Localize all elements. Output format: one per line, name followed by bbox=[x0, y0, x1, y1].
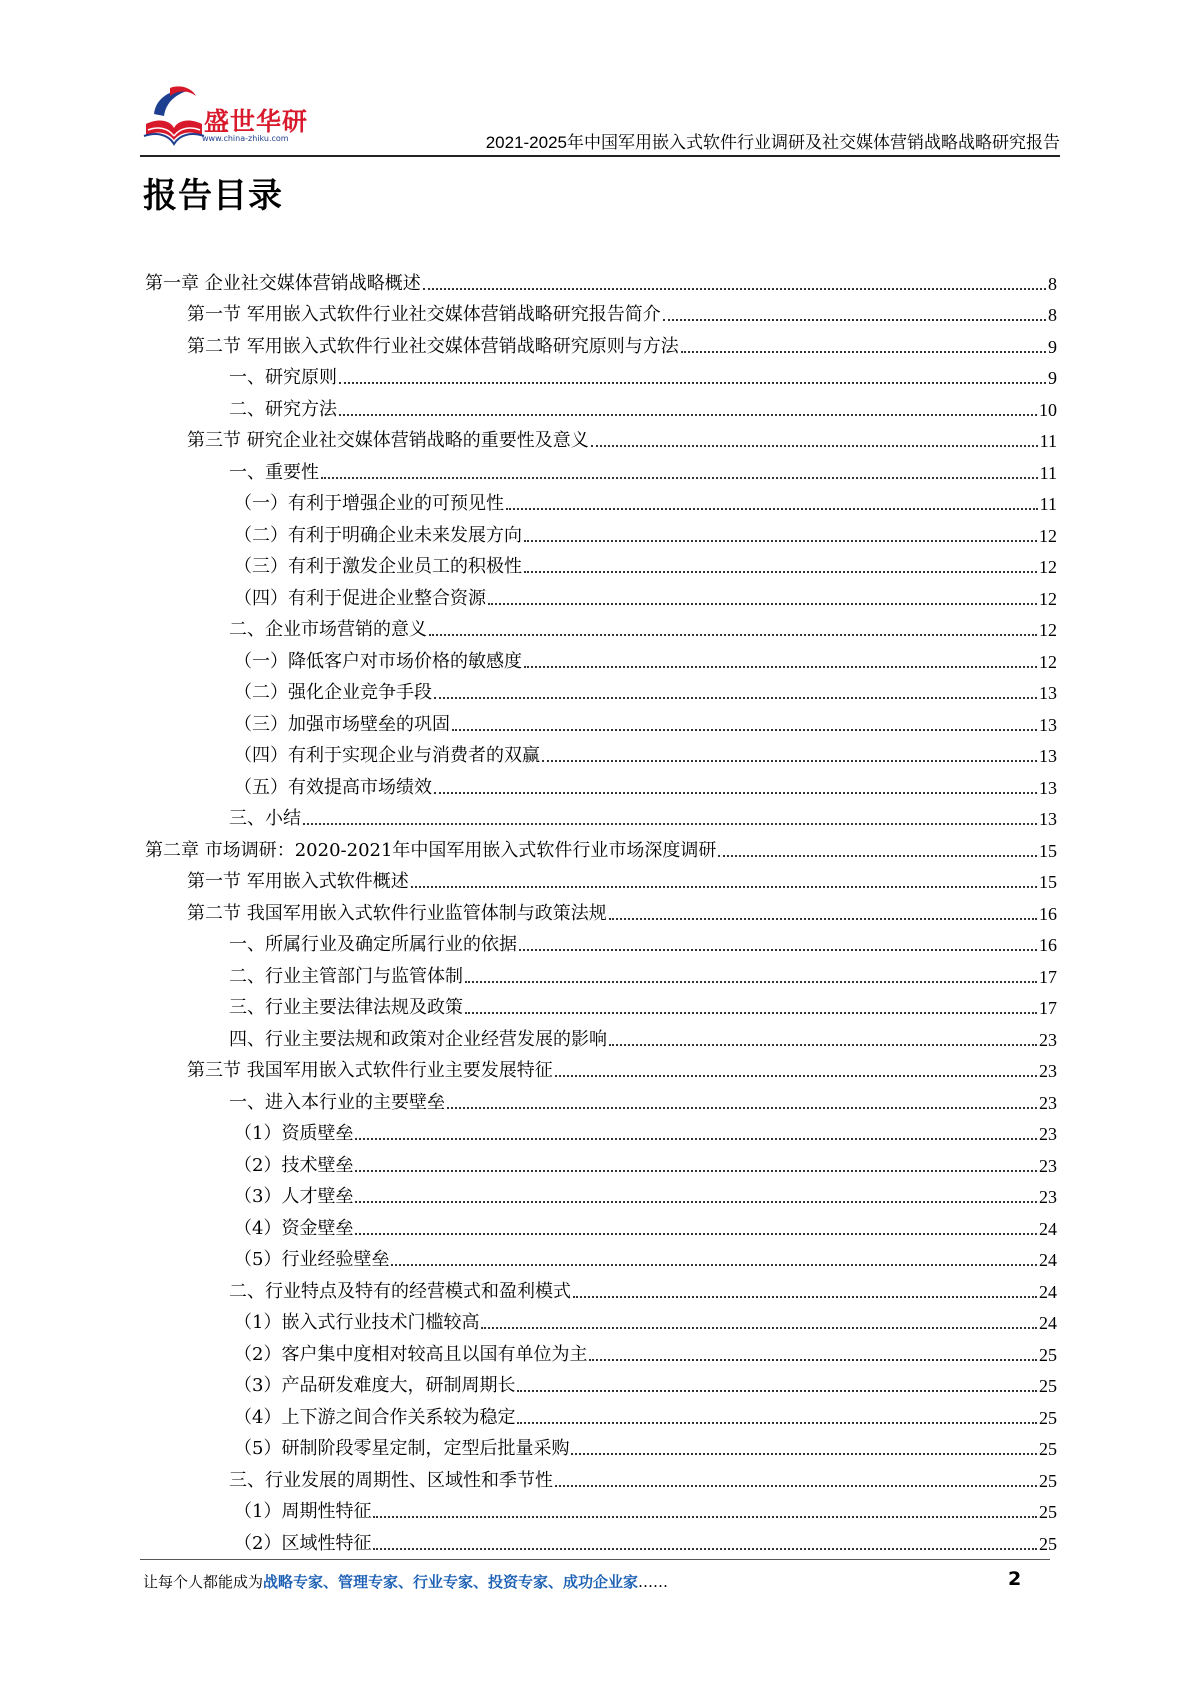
toc-entry[interactable] bbox=[145, 263, 1057, 295]
toc-leader-dots bbox=[589, 1359, 1037, 1361]
toc-entry-page: 9 bbox=[1048, 368, 1057, 388]
toc-leader-dots bbox=[591, 445, 1038, 447]
toc-entry[interactable] bbox=[145, 295, 1057, 327]
toc-entry[interactable] bbox=[145, 956, 1057, 988]
logo-text: 盛世华研 bbox=[204, 107, 309, 136]
toc-entry-page: 23 bbox=[1039, 1061, 1057, 1081]
toc-entry-title: （3）产品研发难度大，研制周期长 bbox=[234, 1375, 516, 1396]
toc-entry[interactable] bbox=[145, 1145, 1057, 1177]
toc-entry[interactable] bbox=[145, 1397, 1057, 1429]
toc-entry-title: （3）人才壁垒 bbox=[234, 1186, 354, 1207]
table-of-contents bbox=[145, 263, 1057, 1555]
toc-entry[interactable] bbox=[145, 673, 1057, 705]
page-header bbox=[140, 84, 1060, 156]
toc-entry-title: 二、企业市场营销的意义 bbox=[229, 619, 427, 640]
toc-entry[interactable] bbox=[145, 767, 1057, 799]
toc-entry[interactable] bbox=[145, 484, 1057, 516]
toc-entry-title: （四）有利于促进企业整合资源 bbox=[234, 587, 486, 609]
toc-leader-dots bbox=[524, 540, 1037, 542]
toc-leader-dots bbox=[517, 1422, 1037, 1424]
toc-entry-title: （4）上下游之间合作关系较为稳定 bbox=[234, 1406, 516, 1428]
toc-entry[interactable] bbox=[145, 1208, 1057, 1240]
toc-entry-page: 12 bbox=[1039, 557, 1057, 577]
toc-entry-title: （1）周期性特征 bbox=[234, 1501, 372, 1522]
toc-entry-title: （二）强化企业竞争手段 bbox=[234, 682, 432, 703]
toc-entry-title: 三、行业发展的周期性、区域性和季节性 bbox=[229, 1469, 553, 1491]
toc-entry[interactable] bbox=[145, 893, 1057, 925]
toc-leader-dots bbox=[373, 1548, 1037, 1550]
toc-leader-dots bbox=[517, 1390, 1037, 1392]
toc-leader-dots bbox=[303, 823, 1037, 825]
toc-entry-page: 16 bbox=[1039, 903, 1057, 924]
page-title: 报告目录 bbox=[143, 176, 283, 216]
toc-entry-page: 25 bbox=[1039, 1470, 1057, 1491]
toc-leader-dots bbox=[524, 666, 1037, 668]
toc-entry-title: 一、研究原则 bbox=[229, 367, 337, 388]
toc-entry[interactable] bbox=[145, 1523, 1057, 1555]
toc-entry[interactable] bbox=[145, 1334, 1057, 1366]
toc-entry[interactable] bbox=[145, 988, 1057, 1020]
toc-entry-title: （2）区域性特征 bbox=[234, 1532, 372, 1554]
footer-prefix: 让每个人都能成为 bbox=[143, 1573, 264, 1591]
toc-leader-dots bbox=[573, 1296, 1037, 1298]
toc-entry-page: 25 bbox=[1039, 1502, 1057, 1522]
footer-slogan bbox=[143, 1571, 668, 1592]
toc-entry[interactable] bbox=[145, 1460, 1057, 1492]
toc-entry-title: 第一章 企业社交媒体营销战略概述 bbox=[145, 272, 421, 294]
toc-leader-dots bbox=[609, 918, 1037, 920]
toc-entry-title: （1）嵌入式行业技术门槛较高 bbox=[234, 1312, 480, 1333]
toc-entry-title: （四）有利于实现企业与消费者的双赢 bbox=[234, 745, 540, 766]
toc-leader-dots bbox=[681, 351, 1046, 353]
toc-leader-dots bbox=[355, 1138, 1037, 1140]
toc-entry[interactable] bbox=[145, 1366, 1057, 1398]
toc-leader-dots bbox=[465, 1012, 1037, 1014]
toc-leader-dots bbox=[506, 508, 1038, 510]
toc-entry[interactable] bbox=[145, 578, 1057, 610]
toc-entry-page: 23 bbox=[1039, 1187, 1057, 1207]
toc-entry-page: 24 bbox=[1039, 1218, 1057, 1239]
toc-leader-dots bbox=[465, 981, 1037, 983]
toc-entry[interactable] bbox=[145, 641, 1057, 673]
toc-entry-title: 第三节 研究企业社交媒体营销战略的重要性及意义 bbox=[187, 430, 589, 451]
toc-entry-page: 25 bbox=[1039, 1439, 1057, 1459]
toc-entry-page: 12 bbox=[1039, 525, 1057, 546]
toc-leader-dots bbox=[434, 792, 1037, 794]
toc-entry[interactable] bbox=[145, 1492, 1057, 1524]
logo-url: www.china-zhiku.com bbox=[202, 134, 289, 143]
logo-book-icon bbox=[140, 84, 210, 150]
footer-highlight: 战略专家、管理专家、行业专家、投资专家、成功企业家 bbox=[263, 1573, 639, 1591]
toc-entry-page: 16 bbox=[1039, 935, 1057, 955]
toc-entry[interactable] bbox=[145, 1303, 1057, 1335]
toc-entry-title: 二、行业主管部门与监管体制 bbox=[229, 965, 463, 987]
toc-leader-dots bbox=[447, 1107, 1037, 1109]
page-number: 2 bbox=[1008, 1568, 1022, 1590]
footer-suffix: …… bbox=[638, 1573, 669, 1591]
toc-entry-page: 13 bbox=[1039, 714, 1057, 735]
toc-leader-dots bbox=[609, 1044, 1037, 1046]
toc-entry-title: 三、行业主要法律法规及政策 bbox=[229, 997, 463, 1018]
toc-entry-title: 二、研究方法 bbox=[229, 398, 337, 420]
toc-entry-page: 13 bbox=[1039, 683, 1057, 703]
report-title: 2021-2025年中国军用嵌入式软件行业调研及社交媒体营销战略战略研究报告 bbox=[485, 133, 1060, 152]
toc-entry[interactable] bbox=[145, 326, 1057, 358]
toc-leader-dots bbox=[434, 697, 1037, 699]
toc-leader-dots bbox=[339, 414, 1037, 416]
toc-leader-dots bbox=[355, 1201, 1037, 1203]
toc-entry-page: 13 bbox=[1039, 777, 1057, 798]
toc-leader-dots bbox=[452, 729, 1037, 731]
toc-entry[interactable] bbox=[145, 1051, 1057, 1083]
toc-entry[interactable] bbox=[145, 925, 1057, 957]
toc-leader-dots bbox=[571, 1453, 1037, 1455]
toc-entry-page: 25 bbox=[1039, 1407, 1057, 1428]
toc-entry-page: 10 bbox=[1039, 399, 1057, 420]
toc-leader-dots bbox=[663, 319, 1046, 321]
toc-entry[interactable] bbox=[145, 1019, 1057, 1051]
toc-leader-dots bbox=[519, 949, 1037, 951]
toc-entry-title: 第三节 我国军用嵌入式软件行业主要发展特征 bbox=[187, 1060, 553, 1081]
toc-entry-title: （三）有利于激发企业员工的积极性 bbox=[234, 556, 522, 577]
toc-entry-title: （一）有利于增强企业的可预见性 bbox=[234, 493, 504, 514]
toc-leader-dots bbox=[555, 1485, 1037, 1487]
toc-entry-page: 11 bbox=[1039, 431, 1057, 451]
toc-entry[interactable] bbox=[145, 452, 1057, 484]
toc-entry-page: 12 bbox=[1039, 651, 1057, 672]
toc-entry[interactable] bbox=[145, 389, 1057, 421]
toc-entry-title: 第一节 军用嵌入式软件概述 bbox=[187, 871, 409, 892]
toc-entry-title: 四、行业主要法规和政策对企业经营发展的影响 bbox=[229, 1028, 607, 1050]
header-divider bbox=[140, 155, 1060, 157]
toc-entry[interactable] bbox=[145, 515, 1057, 547]
toc-entry-title: （5）研制阶段零星定制，定型后批量采购 bbox=[234, 1438, 570, 1459]
toc-entry-title: 一、重要性 bbox=[229, 461, 319, 483]
toc-leader-dots bbox=[321, 477, 1038, 479]
toc-entry[interactable] bbox=[145, 830, 1057, 862]
toc-entry-page: 13 bbox=[1039, 809, 1057, 829]
company-logo bbox=[140, 84, 320, 150]
toc-entry-page: 24 bbox=[1039, 1281, 1057, 1302]
toc-entry-title: （5）行业经验壁垒 bbox=[234, 1249, 390, 1270]
toc-entry-title: 第二节 军用嵌入式软件行业社交媒体营销战略研究原则与方法 bbox=[187, 335, 679, 357]
footer-divider bbox=[140, 1559, 1050, 1560]
toc-entry-page: 23 bbox=[1039, 1155, 1057, 1176]
toc-entry-title: （4）资金壁垒 bbox=[234, 1217, 354, 1239]
toc-entry-page: 8 bbox=[1048, 305, 1057, 325]
toc-leader-dots bbox=[423, 288, 1046, 290]
toc-entry[interactable] bbox=[145, 1177, 1057, 1209]
toc-entry-title: （一）降低客户对市场价格的敏感度 bbox=[234, 650, 522, 672]
toc-entry-page: 15 bbox=[1039, 840, 1057, 861]
toc-entry-page: 24 bbox=[1039, 1250, 1057, 1270]
toc-entry-page: 12 bbox=[1039, 620, 1057, 640]
toc-leader-dots bbox=[481, 1327, 1037, 1329]
toc-entry-page: 25 bbox=[1039, 1533, 1057, 1554]
toc-entry-page: 11 bbox=[1039, 462, 1057, 483]
toc-leader-dots bbox=[524, 571, 1037, 573]
toc-entry-page: 13 bbox=[1039, 746, 1057, 766]
toc-leader-dots bbox=[339, 382, 1046, 384]
toc-entry-title: 三、小结 bbox=[229, 808, 301, 829]
toc-entry-page: 17 bbox=[1039, 998, 1057, 1018]
toc-entry-page: 17 bbox=[1039, 966, 1057, 987]
toc-entry-page: 12 bbox=[1039, 588, 1057, 609]
toc-leader-dots bbox=[718, 855, 1037, 857]
toc-leader-dots bbox=[355, 1233, 1037, 1235]
toc-entry[interactable] bbox=[145, 610, 1057, 642]
toc-entry[interactable] bbox=[145, 547, 1057, 579]
toc-leader-dots bbox=[555, 1075, 1037, 1077]
toc-leader-dots bbox=[373, 1516, 1037, 1518]
toc-entry-page: 25 bbox=[1039, 1344, 1057, 1365]
toc-entry-title: （三）加强市场壁垒的巩固 bbox=[234, 713, 450, 735]
toc-entry-page: 23 bbox=[1039, 1029, 1057, 1050]
toc-entry[interactable] bbox=[145, 1271, 1057, 1303]
toc-entry-page: 23 bbox=[1039, 1124, 1057, 1144]
toc-entry-page: 9 bbox=[1048, 336, 1057, 357]
toc-entry[interactable] bbox=[145, 1082, 1057, 1114]
toc-entry-page: 8 bbox=[1048, 273, 1057, 294]
toc-entry-title: （五）有效提高市场绩效 bbox=[234, 776, 432, 798]
toc-entry-title: （2）技术壁垒 bbox=[234, 1154, 354, 1176]
toc-leader-dots bbox=[355, 1170, 1037, 1172]
toc-entry-page: 15 bbox=[1039, 872, 1057, 892]
toc-entry[interactable] bbox=[145, 1240, 1057, 1272]
toc-entry-page: 24 bbox=[1039, 1313, 1057, 1333]
toc-leader-dots bbox=[391, 1264, 1037, 1266]
toc-entry[interactable] bbox=[145, 358, 1057, 390]
toc-entry-page: 23 bbox=[1039, 1092, 1057, 1113]
toc-entry[interactable] bbox=[145, 1429, 1057, 1461]
toc-entry-page: 25 bbox=[1039, 1376, 1057, 1396]
toc-entry-title: 二、行业特点及特有的经营模式和盈利模式 bbox=[229, 1280, 571, 1302]
toc-leader-dots bbox=[542, 760, 1037, 762]
toc-entry[interactable] bbox=[145, 421, 1057, 453]
toc-entry-title: 一、所属行业及确定所属行业的依据 bbox=[229, 934, 517, 955]
toc-entry[interactable] bbox=[145, 799, 1057, 831]
toc-entry-title: （二）有利于明确企业未来发展方向 bbox=[234, 524, 522, 546]
toc-leader-dots bbox=[429, 634, 1037, 636]
toc-entry-title: 第一节 军用嵌入式软件行业社交媒体营销战略研究报告简介 bbox=[187, 304, 661, 325]
toc-entry-title: （2）客户集中度相对较高且以国有单位为主 bbox=[234, 1343, 588, 1365]
toc-leader-dots bbox=[488, 603, 1037, 605]
toc-entry[interactable] bbox=[145, 862, 1057, 894]
toc-entry-title: 第二节 我国军用嵌入式软件行业监管体制与政策法规 bbox=[187, 902, 607, 924]
toc-entry[interactable] bbox=[145, 736, 1057, 768]
toc-entry[interactable] bbox=[145, 704, 1057, 736]
toc-entry-page: 11 bbox=[1039, 494, 1057, 514]
toc-entry[interactable] bbox=[145, 1114, 1057, 1146]
toc-entry-title: 第二章 市场调研：2020-2021年中国军用嵌入式软件行业市场深度调研 bbox=[145, 839, 717, 861]
toc-leader-dots bbox=[411, 886, 1037, 888]
toc-entry-title: （1）资质壁垒 bbox=[234, 1123, 354, 1144]
toc-entry-title: 一、进入本行业的主要壁垒 bbox=[229, 1091, 445, 1113]
